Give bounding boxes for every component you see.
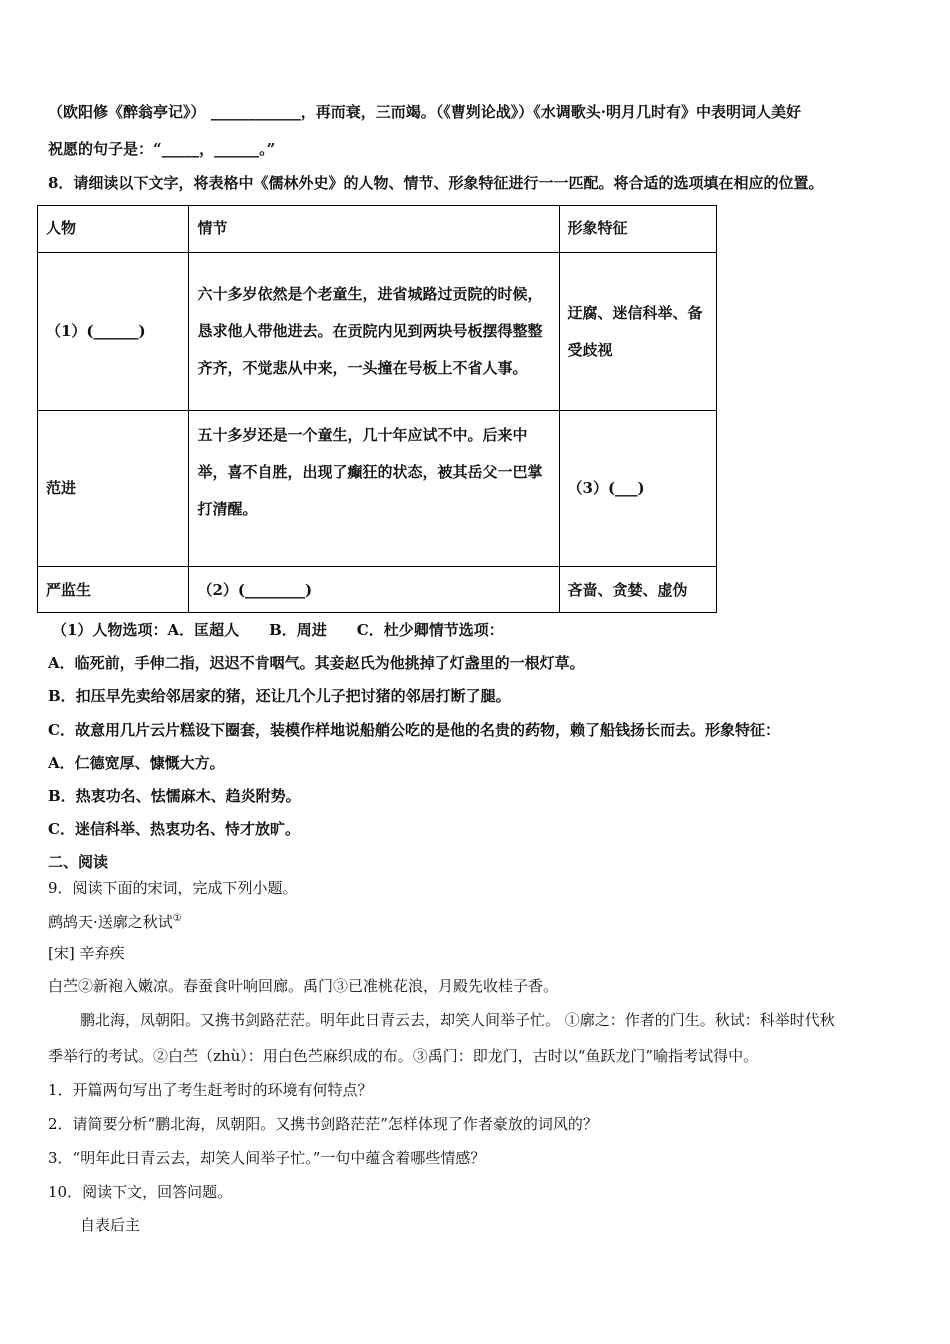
options-line-5: A．仁德宽厚、慷慨大方。 xyxy=(48,754,225,772)
row1-plot: 六十多岁依然是个老童生，进省城路过贡院的时候，恳求他人带他进去。在贡院内见到两块号板摆得整整齐齐，不觉悲从中来，一头撞在号板上不省人事。 xyxy=(189,253,559,411)
row3-person: 严监生 xyxy=(38,567,189,613)
row2-trait: （3）(___) xyxy=(559,411,716,567)
options-line-6: B．热衷功名、怯懦麻木、趋炎附势。 xyxy=(48,787,301,805)
question-8-prompt: 8．请细读以下文字，将表格中《儒林外史》的人物、情节、形象特征进行一一匹配。将合适的选项填在相应的位置。 xyxy=(48,174,824,192)
row1-person: （1）(______) xyxy=(38,253,189,411)
header-trait: 形象特征 xyxy=(559,206,716,253)
row1-trait: 迂腐、迷信科举、备受歧视 xyxy=(559,253,716,411)
table-row xyxy=(38,253,717,411)
options-line-3: B．扣压早先卖给邻居家的猪，还让几个儿子把讨猪的邻居打断了腿。 xyxy=(48,687,511,705)
options-line-2: A．临死前，手伸二指，迟迟不肯咽气。其妾赵氏为他挑掉了灯盏里的一根灯草。 xyxy=(48,654,585,672)
options-line-7: C．迷信科举、热衷功名、恃才放旷。 xyxy=(48,820,300,838)
options-line-4: C．故意用几片云片糕设下圈套，装模作样地说船艄公吃的是他的名贵的药物，赖了船钱扬长而去。形象特征： xyxy=(48,721,780,739)
row2-person: 范进 xyxy=(38,411,189,567)
options-line-1: （1）人物选项：A．匡超人 B．周进 C．杜少卿情节选项： xyxy=(52,621,504,639)
poem-title xyxy=(48,909,182,932)
sub-question-2: 2．请简要分析“鹏北海，凤朝阳。又携书剑路茫茫”怎样体现了作者豪放的词风的？ xyxy=(48,1115,598,1133)
question-9-prompt: 9．阅读下面的宋词，完成下列小题。 xyxy=(48,879,298,897)
poem-notes: 季举行的考试。②白苎（zhù）：用白色苎麻织成的布。③禹门：即龙门，古时以“鱼跃龙门”喻指考试得中。 xyxy=(48,1047,759,1065)
row3-plot: （2）(________) xyxy=(189,567,559,613)
section-heading: 二、阅读 xyxy=(48,853,109,871)
row2-plot: 五十多岁还是一个童生，几十年应试不中。后来中举，喜不自胜，出现了癫狂的状态，被其岳父一巴掌打清醒。 xyxy=(189,411,559,567)
text-line-2: 祝愿的句子是：“_____，______。” xyxy=(48,140,276,158)
passage-title: 自表后主 xyxy=(80,1216,141,1234)
rulin-table xyxy=(37,205,717,613)
poem-line-2: 鹏北海，凤朝阳。又携书剑路茫茫。明年此日青云去，却笑人间举子忙。 ①廓之：作者的门生。秋试：科举时代秋 xyxy=(80,1011,835,1029)
header-plot: 情节 xyxy=(189,206,559,253)
table-row xyxy=(38,411,717,567)
text-line-1: （欧阳修《醉翁亭记》） ____________，再而衰，三而竭。（《曹刿论战》）《水调歌头·明月几时有》中表明词人美好 xyxy=(48,103,801,121)
poem-title-text: 鹧鸪天·送廓之秋试 xyxy=(48,913,173,931)
poem-author: [宋] 辛弃疾 xyxy=(48,944,125,962)
poem-line-1: 白苎②新袍入嫩凉。春蚕食叶响回廊。禹门③已准桃花浪，月殿先收桂子香。 xyxy=(48,977,559,995)
poem-title-note: ① xyxy=(172,913,182,924)
sub-question-1: 1．开篇两句写出了考生赶考时的环境有何特点？ xyxy=(48,1081,373,1099)
table-header-row xyxy=(38,206,717,253)
header-person: 人物 xyxy=(38,206,189,253)
sub-question-3: 3．“明年此日青云去，却笑人间举子忙。”一句中蕴含着哪些情感？ xyxy=(48,1149,486,1167)
table-row xyxy=(38,567,717,613)
row3-trait: 吝啬、贪婪、虚伪 xyxy=(559,567,716,613)
question-10-prompt: 10．阅读下文，回答问题。 xyxy=(48,1183,233,1201)
